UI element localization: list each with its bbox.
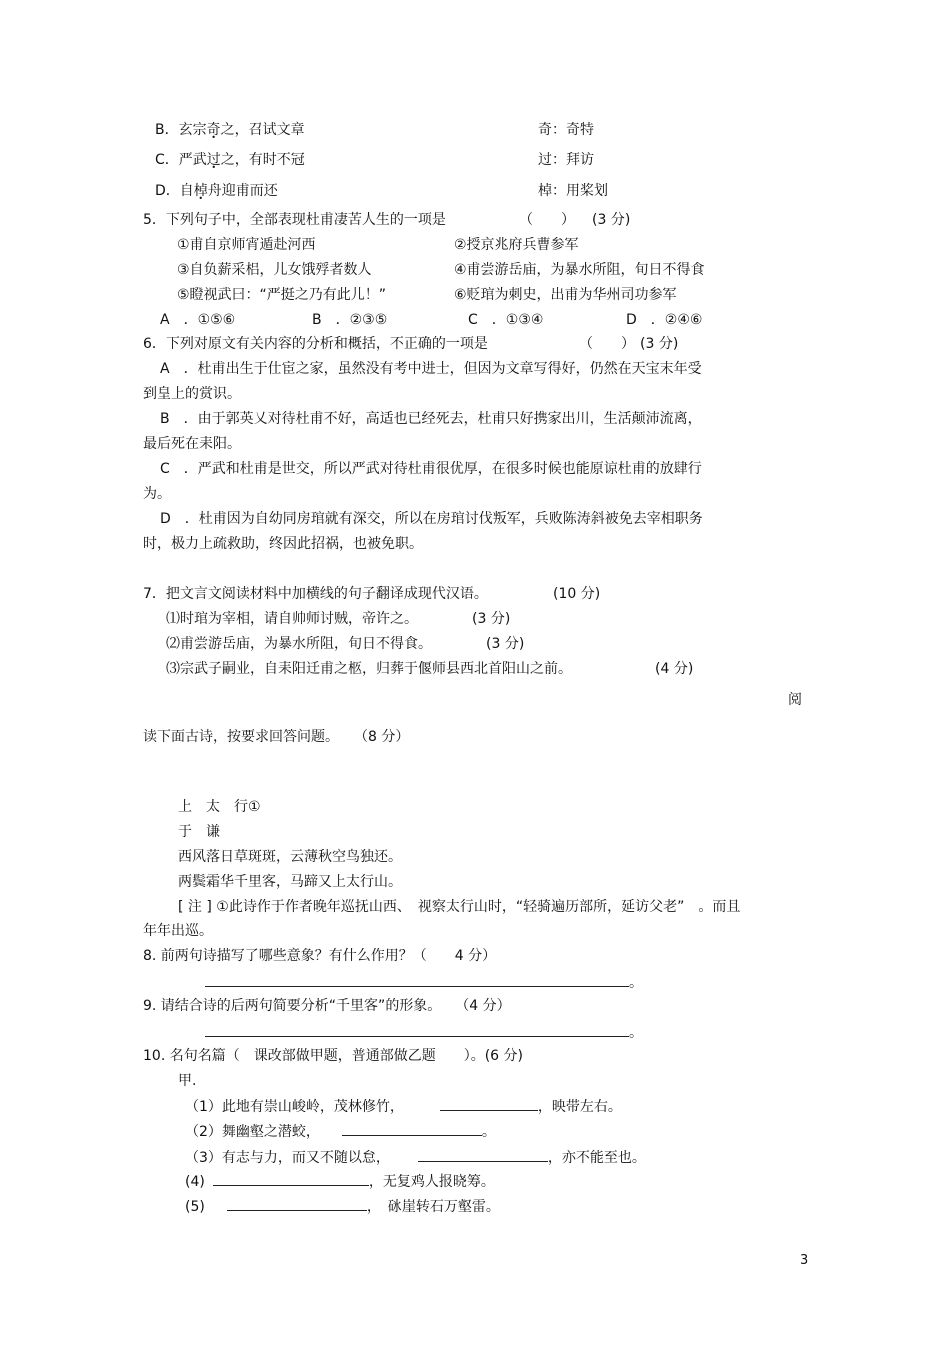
q6-answer-paren: （ ） <box>579 336 635 352</box>
q10-stem: 10. 名句名篇（ 课改部做甲题，普通部做乙题 ）。(6 分) <box>143 1048 523 1064</box>
q4-gloss-d: 棹：用桨划 <box>538 183 608 199</box>
q8-stem: 8. 前两句诗描写了哪些意象？有什么作用？（ 4 分） <box>143 948 497 964</box>
q8-answer[interactable] <box>205 972 643 993</box>
dotted-character: 奇 <box>206 122 221 138</box>
q10-sub: 甲. <box>178 1073 197 1089</box>
item-text: ，亦不能至也。 <box>547 1150 646 1166</box>
item-number: (5) <box>185 1199 205 1215</box>
q10-item-1 <box>185 1096 622 1117</box>
q6-option-line: D ．杜甫因为自幼同房琯就有深交，所以在房琯讨伐叛军，兵败陈涛斜被免去宰相职务 <box>160 511 703 527</box>
q5-item: ①甫自京师宵遁赴河西 <box>177 237 316 253</box>
q5-choice-c: C ．①③④ <box>468 312 544 328</box>
q7-item-score: (3 分) <box>486 636 525 652</box>
item-text: 舞幽壑之潜蛟， <box>221 1124 320 1140</box>
q10-item-5 <box>185 1196 500 1217</box>
option-text-pre: ．自 <box>165 183 194 199</box>
q6-option-line: C ．严武和杜甫是世交，所以严武对待杜甫很优厚，在很多时候也能原谅杜甫的放肆行 <box>160 461 702 477</box>
item-number: (4) <box>185 1174 205 1190</box>
poem-line: 两鬓霜华千里客，马蹄又上太行山。 <box>178 874 402 890</box>
poem-note-cont: 年年出巡。 <box>143 923 213 939</box>
q5-item: ②授京兆府兵曹参军 <box>454 237 579 253</box>
q6-option-line: B ．由于郭英乂对待杜甫不好，高适也已经死去，杜甫只好携家出川，生活颠沛流离， <box>160 411 702 427</box>
item-text: 有志与力，而又不随以怠， <box>221 1150 390 1166</box>
q6-option-line: A ．杜甫出生于仕宦之家，虽然没有考中进士，但因为文章写得好，仍然在天宝末年受 <box>160 361 702 377</box>
poem-intro <box>143 727 409 747</box>
q4-option-c <box>155 150 305 170</box>
q7-item-score: (4 分) <box>655 661 694 677</box>
answer-end-mark: 。 <box>629 975 643 991</box>
page-number: 3 <box>800 1253 809 1268</box>
q5-stem: 5．下列句子中，全部表现杜甫凄苦人生的一项是 <box>143 212 446 228</box>
answer-blank[interactable] <box>205 1022 629 1037</box>
q5-item: ③自负薪采梠，儿女饿殍者数人 <box>177 262 372 278</box>
q5-score: (3 分) <box>592 212 631 228</box>
q6-score: (3 分) <box>640 336 679 352</box>
q5-choice-d: D ．②④⑥ <box>626 312 703 328</box>
poem-title: 上 太 行① <box>178 799 261 815</box>
q5-choice-b: B ．②③⑤ <box>312 312 388 328</box>
q6-stem: 6．下列对原文有关内容的分析和概括，不正确的一项是 <box>143 336 488 352</box>
q7-score: (10 分) <box>553 586 601 602</box>
item-text: ，无复鸡人报晓筹。 <box>368 1174 495 1190</box>
option-text-post: 之，有时不冠 <box>220 152 305 168</box>
q4-gloss-c: 过：拜访 <box>538 152 594 168</box>
q7-item: ⑴时琯为宰相，请自帅师讨贼，帝许之。 <box>166 611 418 627</box>
option-letter: D <box>155 183 166 199</box>
poem-author: 于 谦 <box>178 824 220 840</box>
item-text: ， 砯崖转石万壑雷。 <box>366 1199 500 1215</box>
poem-intro-text: 读下面古诗，按要求回答问题。 <box>143 729 339 745</box>
poem-line: 西风落日草斑斑，云薄秋空鸟独还。 <box>178 849 402 865</box>
q9-stem: 9. 请结合诗的后两句简要分析“千里客”的形象。 （4 分） <box>143 998 511 1014</box>
q5-choice-a: A ．①⑤⑥ <box>160 312 236 328</box>
q5-item: ④甫尝游岳庙，为暴水所阻，旬日不得食 <box>454 262 705 278</box>
option-text-post: 之，召试文章 <box>220 122 305 138</box>
option-text-post: 舟迎甫而还 <box>207 183 278 199</box>
q4-gloss-b: 奇：奇特 <box>538 122 594 138</box>
fill-blank[interactable] <box>418 1147 548 1162</box>
q10-item-2 <box>185 1121 496 1142</box>
fill-blank[interactable] <box>213 1171 369 1186</box>
item-number: （2） <box>185 1124 222 1140</box>
q7-item: ⑶宗武子嗣业，自耒阳迁甫之柩，归葬于偃师县西北首阳山之前。 <box>166 661 572 677</box>
poem-intro-first-char: 阅 <box>788 692 802 708</box>
item-text: ，映带左右。 <box>537 1099 622 1115</box>
q6-option-line: 时，极力上疏救助，终因此招祸，也被免职。 <box>143 536 423 552</box>
q6-option-line: 最后死在耒阳。 <box>143 436 241 452</box>
answer-blank[interactable] <box>205 972 629 987</box>
q7-item: ⑵甫尝游岳庙，为暴水所阻，旬日不得食。 <box>166 636 432 652</box>
item-text: 。 <box>481 1124 496 1140</box>
option-letter: C <box>155 152 165 168</box>
q5-item: ⑤瞪视武曰：“严挺之乃有此儿！” <box>177 287 387 303</box>
poem-note: [ 注 ] ①此诗作于作者晚年巡抚山西、 视察太行山时，“轻骑遍历部所，延访父老” 。而且 <box>178 899 741 915</box>
item-text: 此地有崇山峻岭，茂林修竹， <box>221 1099 404 1115</box>
answer-end-mark: 。 <box>629 1025 643 1041</box>
q6-option-line: 为。 <box>143 486 171 502</box>
option-letter: B <box>155 122 165 138</box>
item-number: （3） <box>185 1150 222 1166</box>
q5-item: ⑥贬琯为刺史，出甫为华州司功参军 <box>454 287 677 303</box>
q4-option-b <box>155 120 305 140</box>
option-text-pre: ．玄宗 <box>164 122 207 138</box>
item-number: （1） <box>185 1099 222 1115</box>
fill-blank[interactable] <box>440 1096 538 1111</box>
q7-stem: 7．把文言文阅读材料中加横线的句子翻译成现代汉语。 <box>143 586 488 602</box>
dotted-character: 过 <box>206 152 221 168</box>
q9-answer[interactable] <box>205 1022 643 1043</box>
q10-item-3 <box>185 1147 646 1168</box>
q6-option-line: 到皇上的赏识。 <box>143 386 241 402</box>
fill-blank[interactable] <box>342 1121 482 1136</box>
option-text-pre: ．严武 <box>164 152 207 168</box>
poem-intro-score: （8 分） <box>361 729 410 745</box>
q7-item-score: (3 分) <box>472 611 511 627</box>
dotted-character: 棹 <box>193 183 208 199</box>
q10-item-4 <box>185 1171 495 1192</box>
q5-answer-paren: （ ） <box>519 212 575 228</box>
fill-blank[interactable] <box>227 1196 367 1211</box>
q4-option-d <box>155 181 278 201</box>
